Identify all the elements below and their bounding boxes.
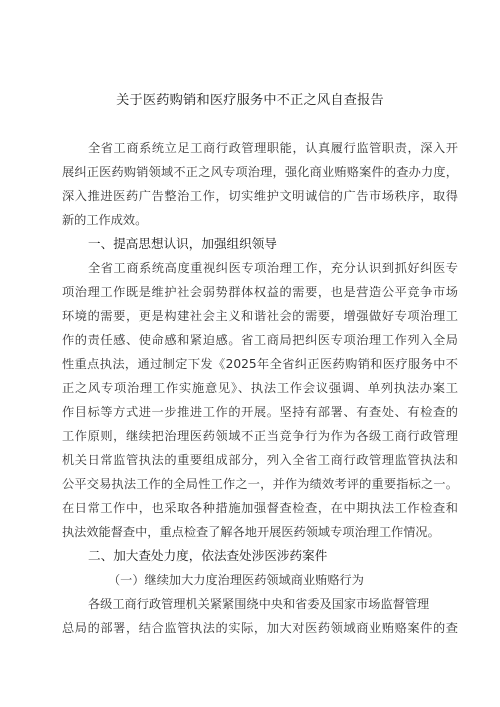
text-line: 全省工商系统立足工商行政管理职能，认真履行监管职责，深入开 — [88, 141, 458, 155]
text-line: 新的工作成效。 — [62, 213, 148, 227]
text-line: 在日常工作中，也采取各种措施加强督查检查，在中期执法工作检查和 — [62, 501, 458, 515]
text-line: 执法效能督查中，重点检查了解各地开展医药领域专项治理工作情况。 — [62, 525, 440, 539]
text-line: 环境的需要，更是构建社会主义和谐社会的需要，增强做好专项治理工 — [62, 309, 458, 323]
text-line: 作目标等方式进一步推进工作的开展。坚持有部署、有查处、有检查的 — [62, 405, 458, 419]
text-line: 各级工商行政管理机关紧紧围绕中央和省委及国家市场监督管理 — [88, 597, 430, 611]
document-title: 关于医药购销和医疗服务中不正之风自查报告 — [116, 93, 384, 108]
text-line: 全省工商系统高度重视纠医专项治理工作，充分认识到抓好纠医专 — [88, 261, 458, 275]
section-heading-1: 一、提高思想认识，加强组织领导 — [88, 236, 277, 251]
text-line: 工作原则，继续把治理医药领域不正当竞争行为作为各级工商行政管理 — [62, 429, 458, 443]
text-line: 作的责任感、使命感和紧迫感。省工商局把纠医专项治理工作列入全局 — [62, 333, 458, 347]
text-line: 机关日常监管执法的重要组成部分，列入全省工商行政管理监管执法和 — [62, 453, 458, 467]
subsection-heading-1: （一）继续加大力度治理医药领域商业贿赂行为 — [108, 573, 364, 587]
text-line: 性重点执法，通过制定下发《2025年全省纠正医药购销和医疗服务中不 — [62, 357, 458, 371]
text-line: 正之风专项治理工作实施意见》、执法工作会议强调、单列执法办案工 — [62, 381, 458, 395]
section-heading-2: 二、加大查处力度，依法查处涉医涉药案件 — [88, 548, 328, 563]
text-line: 深入推进医药广告整治工作，切实维护文明诚信的广告市场秩序，取得 — [62, 189, 458, 203]
text-line: 公平交易执法工作的全局性工作之一，并作为绩效考评的重要指标之一。 — [62, 477, 458, 491]
text-line: 总局的部署，结合监管执法的实际，加大对医药领域商业贿赂案件的查 — [62, 621, 458, 635]
text-line: 展纠正医药购销领域不正之风专项治理，强化商业贿赂案件的查办力度， — [62, 165, 458, 179]
text-line: 项治理工作既是维护社会弱势群体权益的需要，也是营造公平竞争市场 — [62, 285, 458, 299]
